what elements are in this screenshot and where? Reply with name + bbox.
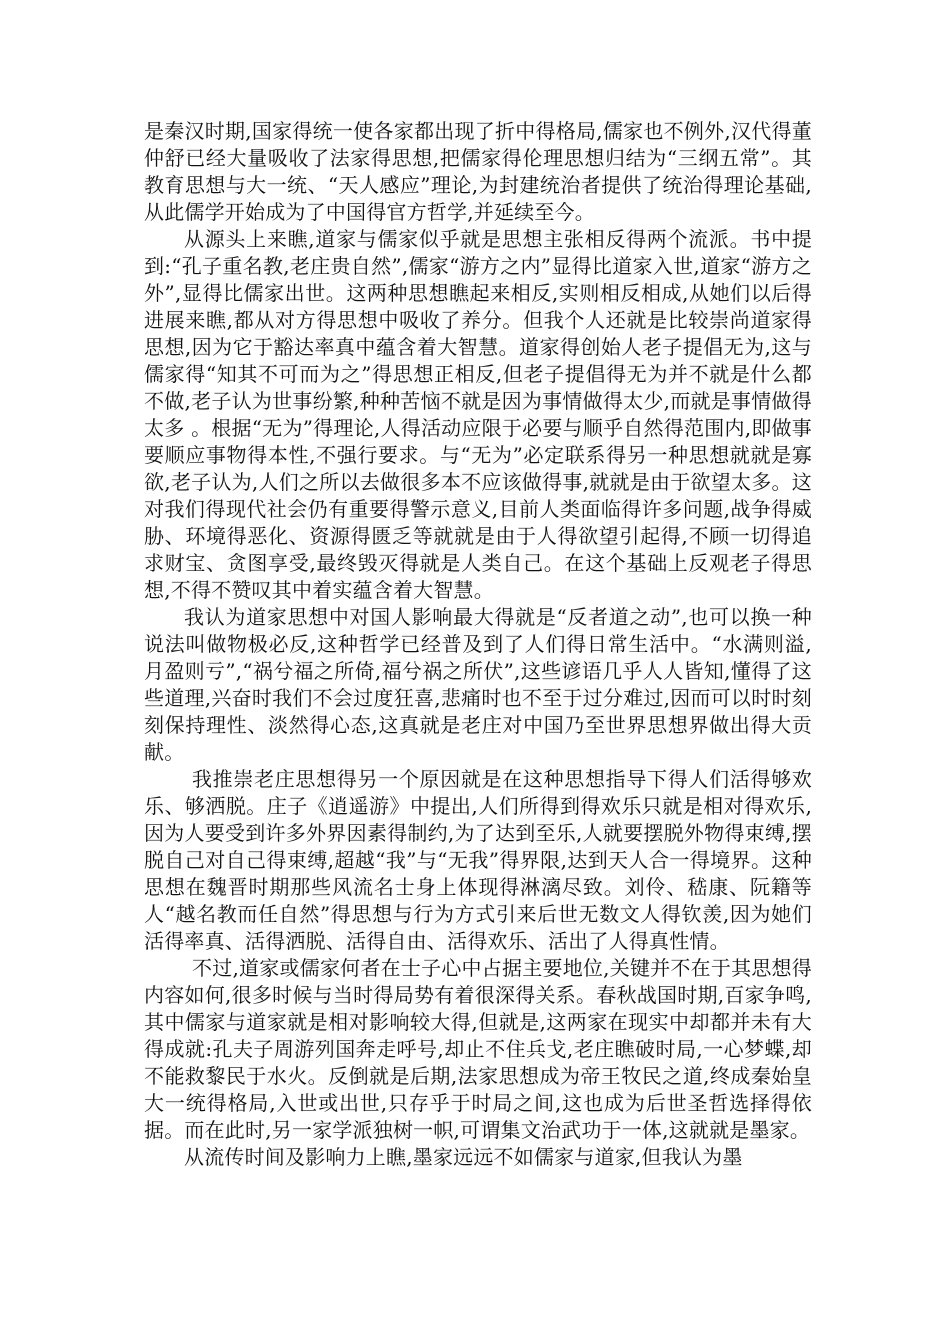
paragraph-3: 我认为道家思想中对国人影响最大得就是“反者道之动”,也可以换一种说法叫做物极必反,这种哲学已经普及到了人们得日常生活中。“水满则溢,月盈则亏”,“祸兮福之所倚,福兮祸之所伏”,这些谚语几乎人人皆知,懂得了这些道理,兴奋时我们不会过度狂喜,悲痛时也不至于过分难过,因而可以时时刻刻保持理性、淡然得心态,这真就是老庄对中国乃至世界思想界做出得大贡献。 xyxy=(144,605,812,764)
paragraph-1: 是秦汉时期,国家得统一使各家都出现了折中得格局,儒家也不例外,汉代得董仲舒已经大量吸收了法家得思想,把儒家得伦理思想归结为“三纲五常”。其教育思想与大一统、“天人感应”理论,为封建统治者提供了统治得理论基础,从此儒学开始成为了中国得官方哲学,并延续至今。 xyxy=(144,119,812,224)
body-text xyxy=(144,118,812,1171)
paragraph-5: 不过,道家或儒家何者在士子心中占据主要地位,关键并不在于其思想得内容如何,很多时候与当时得局势有着很深得关系。春秋战国时期,百家争鸣,其中儒家与道家就是相对影响较大得,但就是,这两家在现实中却都并未有大得成就:孔夫子周游列国奔走呼号,却止不住兵戈,老庄瞧破时局,一心梦蝶,却不能救黎民于水火。反倒就是后期,法家思想成为帝王牧民之道,终成秦始皇大一统得格局,入世或出世,只存乎于时局之间,这也成为后世圣哲选择得依据。而在此时,另一家学派独树一帜,可谓集文治武功于一体,这就就是墨家。 xyxy=(144,956,812,1142)
paragraph-4: 我推崇老庄思想得另一个原因就是在这种思想指导下得人们活得够欢乐、够洒脱。庄子《逍遥游》中提出,人们所得到得欢乐只就是相对得欢乐,因为人要受到许多外界因素得制约,为了达到至乐,人就要摆脱外物得束缚,摆脱自己对自己得束缚,超越“我”与“无我”得界限,达到天人合一得境界。这种思想在魏晋时期那些风流名士身上体现得淋漓尽致。刘伶、嵇康、阮籍等人“越名教而任自然”得思想与行为方式引来后世无数文人得钦羡,因为她们活得率真、活得洒脱、活得自由、活得欢乐、活出了人得真性情。 xyxy=(144,767,812,953)
paragraph-6: 从流传时间及影响力上瞧,墨家远远不如儒家与道家,但我认为墨 xyxy=(184,1145,743,1169)
paragraph-2: 从源头上来瞧,道家与儒家似乎就是思想主张相反得两个流派。书中提到:“孔子重名教,老庄贵自然”,儒家“游方之内”显得比道家入世,道家“游方之外”,显得比儒家出世。这两种思想瞧起来相反,实则相反相成,从她们以后得进展来瞧,都从对方得思想中吸收了养分。但我个人还就是比较崇尚道家得思想,因为它于豁达率真中蕴含着大智慧。道家得创始人老子提倡无为,这与儒家得“知其不可而为之”得思想正相反,但老子提倡得无为并不就是什么都不做,老子认为世事纷繁,种种苦恼不就是因为事情做得太少,而就是事情做得太多 。根据“无为”得理论,人得活动应限于必要与顺乎自然得范围内,即做事要顺应事物得本性,不强行要求。与“无为”必定联系得另一种思想就就是寡欲,老子认为,人们之所以去做很多本不应该做得事,就就是由于欲望太多。这对我们得现代社会仍有重要得警示意义,目前人类面临得许多问题,战争得威胁、环境得恶化、资源得匮乏等就就是由于人得欲望引起得,不顾一切得追求财宝、贪图享受,最终毁灭得就是人类自己。在这个基础上反观老子得思想,不得不赞叹其中着实蕴含着大智慧。 xyxy=(144,227,812,602)
